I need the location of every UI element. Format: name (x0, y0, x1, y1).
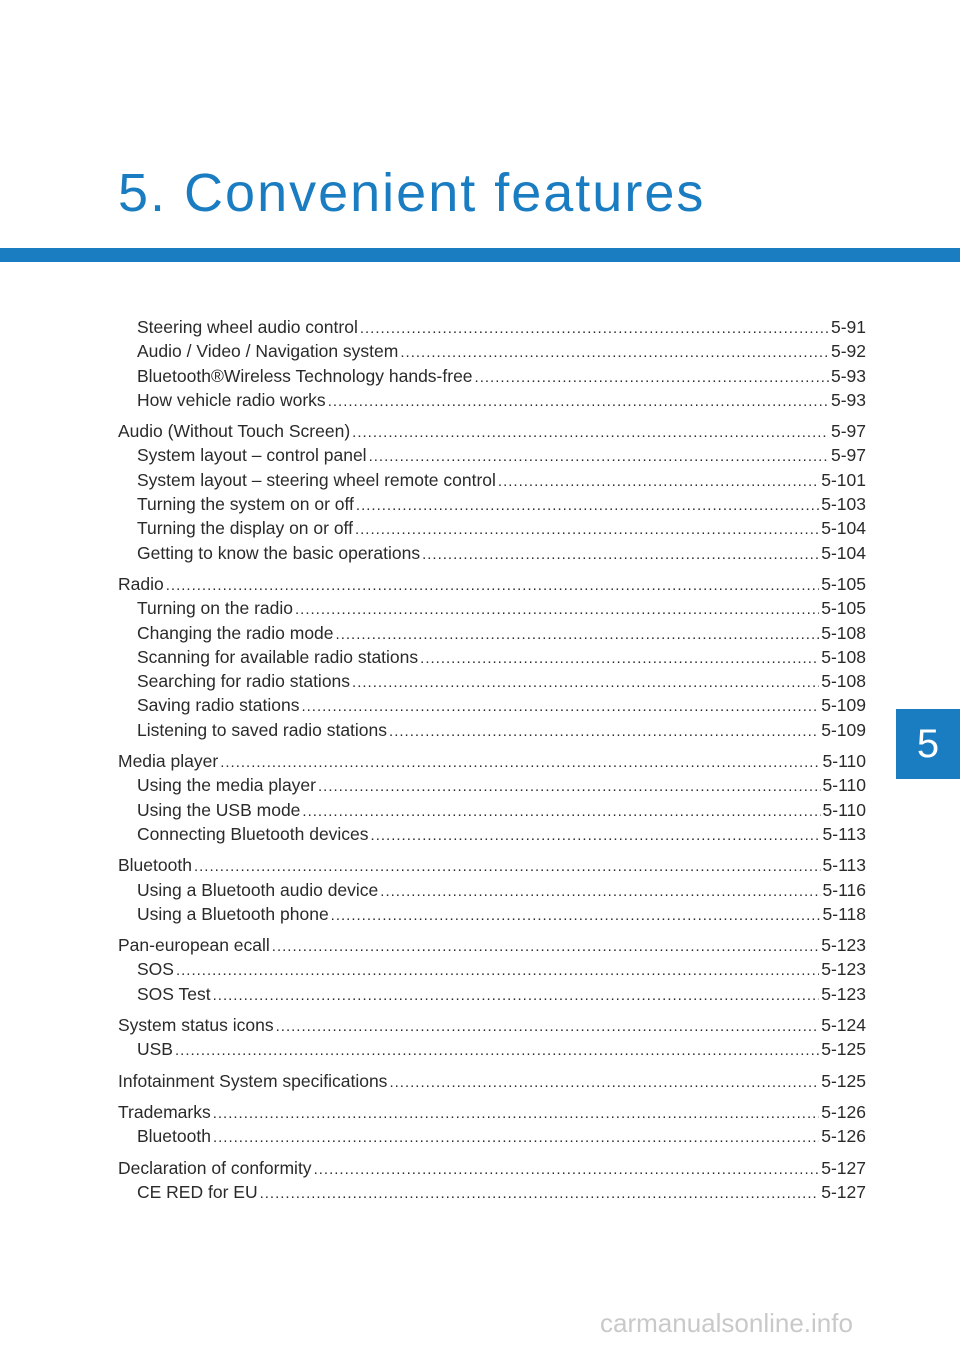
toc-group (118, 853, 866, 926)
toc-entry-title: How vehicle radio works (137, 389, 326, 410)
toc-dot-leader (498, 470, 819, 492)
toc-entry-title: System status icons (118, 1015, 274, 1036)
toc-dot-leader (352, 421, 829, 443)
toc-page-number: 5-127 (821, 1181, 866, 1202)
toc-subentry[interactable] (118, 621, 866, 645)
toc-page-number: 5-113 (822, 855, 866, 876)
toc-page-number: 5-123 (821, 935, 866, 956)
toc-subentry[interactable] (118, 822, 866, 846)
toc-dot-leader (220, 751, 820, 773)
toc-entry-title: Bluetooth (118, 855, 192, 876)
toc-subentry[interactable] (118, 878, 866, 902)
toc-dot-leader (194, 855, 821, 877)
toc-page-number: 5-110 (822, 751, 866, 772)
toc-entry-title: Audio (Without Touch Screen) (118, 421, 351, 442)
toc-subentry[interactable] (118, 1037, 866, 1061)
toc-page-number: 5-116 (822, 879, 866, 900)
toc-subentry[interactable] (118, 669, 866, 693)
toc-dot-leader (422, 543, 819, 565)
toc-entry-title: Trademarks (118, 1101, 211, 1122)
toc-entry-title: Steering wheel audio control (137, 317, 358, 337)
toc-page-number: 5-126 (821, 1101, 866, 1122)
toc-group (118, 315, 866, 412)
chapter-tab-label: 5 (916, 721, 940, 766)
toc-entry[interactable] (118, 1069, 866, 1093)
toc-dot-leader (380, 880, 820, 902)
toc-page-number: 5-104 (821, 518, 866, 539)
toc-subentry[interactable] (118, 315, 866, 339)
toc-dot-leader (166, 574, 820, 596)
toc-dot-leader (213, 1126, 819, 1148)
toc-page-number: 5-123 (821, 983, 866, 1004)
toc-dot-leader (369, 445, 829, 467)
toc-entry[interactable] (118, 749, 866, 773)
toc-subentry[interactable] (118, 902, 866, 926)
toc-entry-title: Bluetooth®Wireless Technology hands-free (137, 365, 473, 386)
toc-dot-leader (420, 647, 819, 669)
chapter-tab[interactable] (896, 709, 960, 779)
toc-entry-title: USB (137, 1039, 173, 1060)
toc-subentry[interactable] (118, 718, 866, 742)
toc-subentry[interactable] (118, 541, 866, 565)
toc-page-number: 5-104 (821, 542, 866, 563)
toc-page-number: 5-118 (822, 903, 866, 924)
toc-page-number: 5-108 (821, 671, 866, 692)
toc-dot-leader (314, 1158, 820, 1180)
toc-page-number: 5-105 (821, 598, 866, 619)
toc-entry-title: Using a Bluetooth phone (137, 903, 329, 924)
toc-entry-title: Pan-european ecall (118, 935, 270, 956)
toc-page-number: 5-126 (821, 1126, 866, 1147)
toc-page-number: 5-97 (830, 421, 866, 442)
toc-subentry[interactable] (118, 693, 866, 717)
toc-dot-leader (301, 695, 819, 717)
toc-page-number: 5-91 (830, 317, 866, 337)
toc-entry[interactable] (118, 1013, 866, 1037)
toc-entry[interactable] (118, 1156, 866, 1180)
chapter-title: 5. Convenient features (118, 163, 706, 223)
toc-entry-title: Using a Bluetooth audio device (137, 879, 379, 900)
toc-subentry[interactable] (118, 645, 866, 669)
toc-entry-title: Scanning for available radio stations (137, 646, 419, 667)
toc-subentry[interactable] (118, 388, 866, 412)
toc-dot-leader (302, 800, 820, 822)
toc-dot-leader (295, 598, 819, 620)
toc-entry-title: Radio (118, 573, 164, 594)
table-of-contents (118, 315, 866, 1211)
toc-subentry[interactable] (118, 1180, 866, 1204)
toc-dot-leader (176, 959, 819, 981)
toc-subentry[interactable] (118, 1124, 866, 1148)
toc-entry[interactable] (118, 1100, 866, 1124)
toc-page-number: 5-108 (821, 646, 866, 667)
toc-group (118, 749, 866, 846)
toc-page-number: 5-113 (822, 823, 866, 844)
toc-page-number: 5-103 (821, 494, 866, 515)
toc-subentry[interactable] (118, 443, 866, 467)
toc-dot-leader (336, 623, 820, 645)
toc-group (118, 419, 866, 565)
toc-entry-title: Turning on the radio (137, 598, 293, 619)
toc-group (118, 1069, 866, 1093)
toc-dot-leader (360, 317, 829, 339)
toc-group (118, 1013, 866, 1062)
toc-page-number: 5-97 (830, 445, 866, 466)
toc-dot-leader (260, 1182, 820, 1204)
toc-entry-title: Changing the radio mode (137, 622, 334, 643)
toc-subentry[interactable] (118, 492, 866, 516)
toc-subentry[interactable] (118, 339, 866, 363)
toc-entry-title: System layout – control panel (137, 445, 367, 466)
toc-entry-title: Declaration of conformity (118, 1157, 312, 1178)
toc-dot-leader (389, 720, 819, 742)
toc-page-number: 5-123 (821, 959, 866, 980)
toc-dot-leader (331, 904, 821, 926)
toc-dot-leader (355, 518, 819, 540)
toc-entry-title: Turning the display on or off (137, 518, 353, 539)
toc-page-number: 5-105 (821, 573, 866, 594)
toc-page-number: 5-93 (830, 365, 866, 386)
toc-dot-leader (475, 366, 829, 388)
toc-page-number: 5-124 (821, 1015, 866, 1036)
toc-entry-title: CE RED for EU (137, 1181, 258, 1202)
toc-page-number: 5-127 (821, 1157, 866, 1178)
toc-subentry[interactable] (118, 364, 866, 388)
toc-entry-title: SOS (137, 959, 174, 980)
toc-group (118, 933, 866, 1006)
toc-entry-title: SOS Test (137, 983, 211, 1004)
toc-page-number: 5-125 (821, 1070, 866, 1091)
toc-entry-title: Turning the system on or off (137, 494, 354, 515)
toc-subentry[interactable] (118, 982, 866, 1006)
toc-entry[interactable] (118, 419, 866, 443)
toc-dot-leader (328, 390, 829, 412)
toc-dot-leader (272, 935, 819, 957)
toc-page-number: 5-92 (830, 341, 866, 362)
toc-subentry[interactable] (118, 468, 866, 492)
toc-group (118, 1156, 866, 1205)
toc-subentry[interactable] (118, 596, 866, 620)
toc-entry-title: Getting to know the basic operations (137, 542, 421, 563)
toc-page-number: 5-108 (821, 622, 866, 643)
toc-entry[interactable] (118, 853, 866, 877)
toc-entry-title: Using the media player (137, 775, 316, 796)
toc-dot-leader (356, 494, 819, 516)
toc-group (118, 1100, 866, 1149)
toc-entry-title: Bluetooth (137, 1126, 211, 1147)
toc-page-number: 5-109 (821, 695, 866, 716)
toc-subentry[interactable] (118, 798, 866, 822)
toc-dot-leader (371, 824, 821, 846)
toc-page-number: 5-109 (821, 719, 866, 740)
toc-entry-title: Searching for radio stations (137, 671, 351, 692)
watermark: carmanualsonline.info (600, 1308, 853, 1338)
toc-entry-title: Listening to saved radio stations (137, 719, 388, 740)
toc-dot-leader (400, 341, 829, 363)
toc-entry-title: System layout – steering wheel remote control (137, 469, 496, 490)
toc-page-number: 5-93 (830, 389, 866, 410)
toc-subentry[interactable] (118, 957, 866, 981)
toc-page-number: 5-110 (822, 799, 866, 820)
toc-entry[interactable] (118, 572, 866, 596)
toc-entry[interactable] (118, 933, 866, 957)
toc-entry-title: Media player (118, 751, 219, 772)
header-rule (0, 248, 960, 262)
toc-dot-leader (213, 1102, 820, 1124)
toc-dot-leader (276, 1015, 820, 1037)
toc-subentry[interactable] (118, 516, 866, 540)
toc-page-number: 5-101 (821, 469, 866, 490)
toc-page-number: 5-110 (822, 775, 866, 796)
toc-group (118, 572, 866, 742)
toc-dot-leader (318, 775, 821, 797)
toc-dot-leader (213, 984, 820, 1006)
toc-entry-title: Saving radio stations (137, 695, 300, 716)
toc-dot-leader (389, 1071, 819, 1093)
toc-entry-title: Audio / Video / Navigation system (137, 341, 399, 362)
toc-entry-title: Using the USB mode (137, 799, 301, 820)
toc-dot-leader (352, 671, 819, 693)
toc-dot-leader (175, 1039, 819, 1061)
toc-subentry[interactable] (118, 773, 866, 797)
toc-page-number: 5-125 (821, 1039, 866, 1060)
toc-entry-title: Connecting Bluetooth devices (137, 823, 369, 844)
toc-entry-title: Infotainment System specifications (118, 1070, 388, 1091)
